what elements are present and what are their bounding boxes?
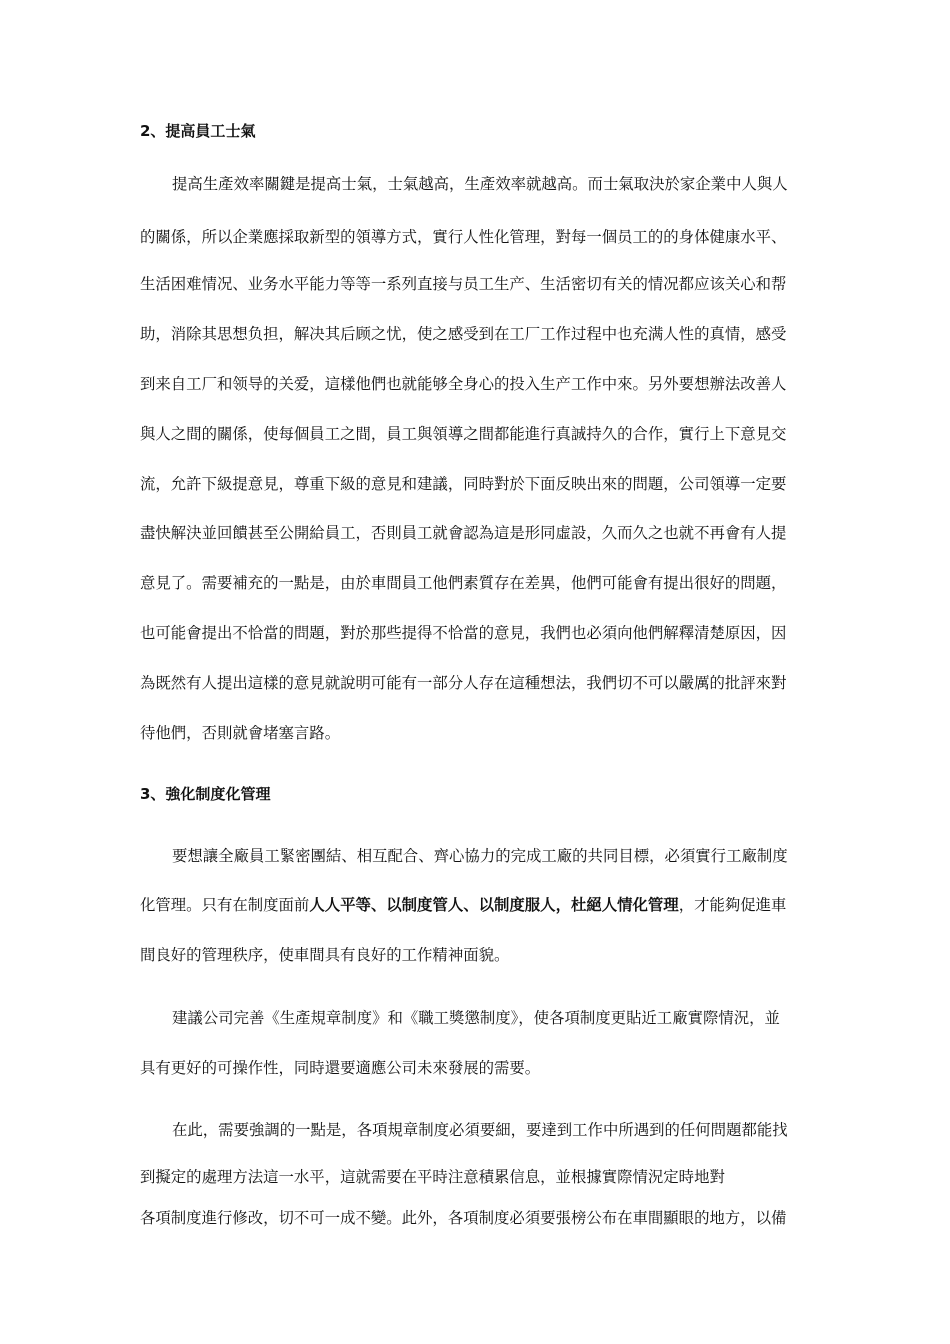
text-segment: 化管理。只有在制度面前: [140, 896, 310, 914]
section-2-text-line: 盡快解決並回饋甚至公開給員工，否則員工就會認為這是形同虛設，久而久之也就不再會有人提: [140, 524, 787, 542]
section-2-text-line: 也可能會提出不恰當的問題，對於那些提得不恰當的意見，我們也必須向他們解釋清楚原因，因: [140, 624, 787, 642]
section-3-text-line-emphasis: [140, 895, 786, 915]
section-2-text-line: 待他們，否則就會堵塞言路。: [140, 724, 341, 742]
bold-emphasis-text: 人人平等、以制度管人、以制度服人，杜絕人情化管理: [309, 896, 679, 914]
section-3-text-line: 要想讓全廠員工緊密團結、相互配合、齊心協力的完成工廠的共同目標，必須實行工廠制度: [172, 847, 788, 865]
text-segment: ，才能夠促進車: [678, 896, 787, 914]
section-2-text-line: 與人之間的關係，使每個員工之間，員工與領導之間都能進行真誠持久的合作，實行上下意見交: [140, 425, 787, 443]
section-2-text-line: 生活困难情况、业务水平能力等等一系列直接与员工生产、生活密切有关的情况都应该关心和帮: [140, 275, 787, 293]
section-2-text-line: 為既然有人提出這樣的意見就說明可能有一部分人存在這種想法，我們切不可以嚴厲的批評來對: [140, 674, 787, 692]
section-3-text-line: 具有更好的可操作性，同時還要適應公司未來發展的需要。: [140, 1059, 541, 1077]
section-2-text-line: 意見了。需要補充的一點是，由於車間員工他們素質存在差異，他們可能會有提出很好的問題，: [140, 574, 787, 592]
section-2-text-line: 流，允許下級提意見，尊重下級的意見和建議，同時對於下面反映出來的問題，公司領導一定要: [140, 475, 787, 493]
section-3-text-line: 間良好的管理秩序，使車間具有良好的工作精神面貌。: [140, 946, 510, 964]
section-2-text-line: 助，消除其思想负担，解决其后顾之忧，使之感受到在工厂工作过程中也充满人性的真情，感受: [140, 325, 787, 343]
section-3-text-line: 到擬定的處理方法這一水平，這就需要在平時注意積累信息，並根據實際情況定時地對: [140, 1168, 725, 1186]
section-3-text-line: 在此，需要強調的一點是，各項規章制度必須要細，要達到工作中所遇到的任何問題都能找: [172, 1121, 788, 1139]
section-3-text-line: 各項制度進行修改，切不可一成不變。此外，各項制度必須要張榜公布在車間顯眼的地方，以備: [140, 1209, 787, 1227]
section-3-text-line: 建議公司完善《生產規章制度》和《職工獎懲制度》，使各項制度更貼近工廠實際情況，並: [172, 1009, 780, 1027]
section-2-text-line: 到来自工厂和领导的关爱，這樣他們也就能够全身心的投入生产工作中來。另外要想辦法改善人: [140, 375, 787, 393]
section-2-text-line: 的關係，所以企業應採取新型的領導方式，實行人性化管理，對每一個员工的的身体健康水平、: [140, 228, 787, 246]
section-2-heading: 2、提高員工士氣: [140, 122, 256, 140]
section-2-text-line: 提高生產效率關鍵是提高士氣，士氣越高，生產效率就越高。而士氣取決於家企業中人與人: [172, 175, 788, 193]
section-3-heading: 3、強化制度化管理: [140, 785, 271, 803]
